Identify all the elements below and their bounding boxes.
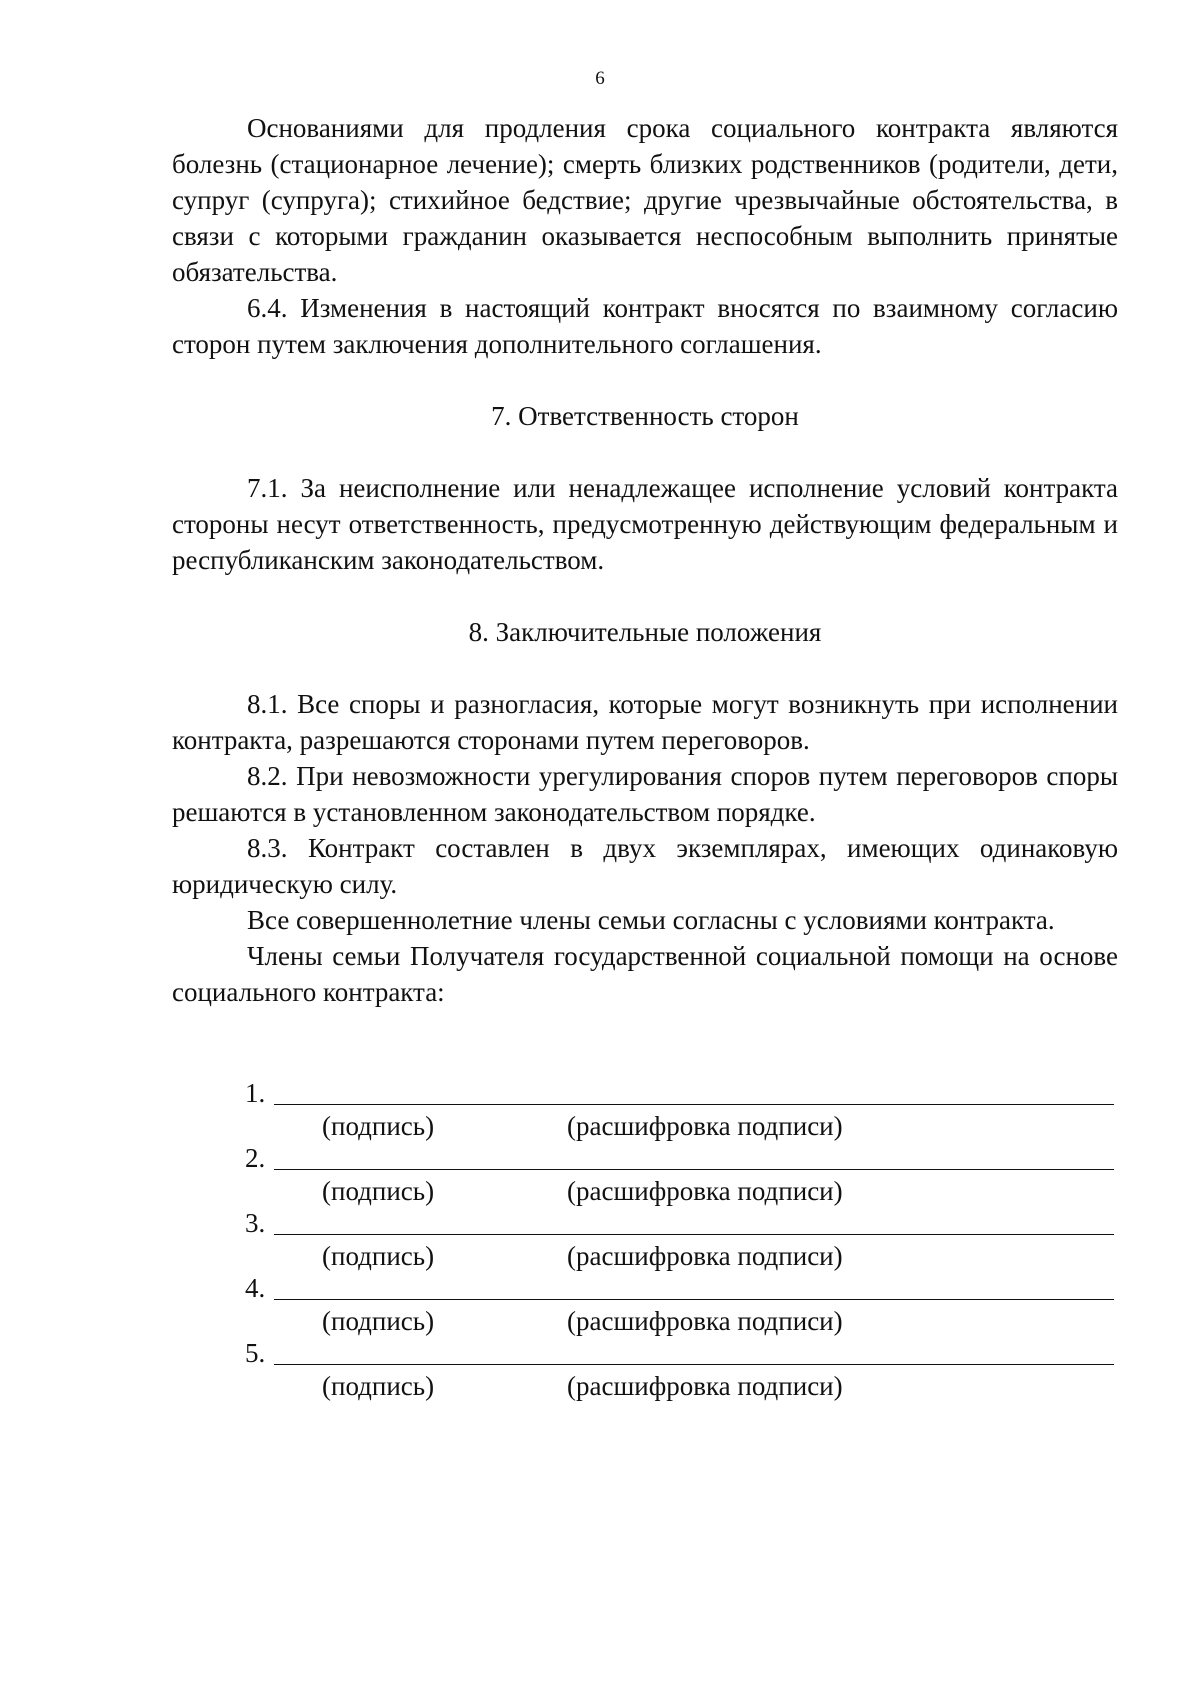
signature-label: (подпись) bbox=[322, 1371, 435, 1401]
signature-line[interactable] bbox=[274, 1364, 1114, 1365]
section-8-heading: 8. Заключительные положения bbox=[468, 617, 822, 647]
signature-line[interactable] bbox=[274, 1169, 1114, 1170]
paragraph-6-4: 6.4. Изменения в настоящий контракт вносятся по взаимному согласию сторон путем заключения дополнительного соглашения. bbox=[172, 293, 1118, 359]
signature-row bbox=[172, 1270, 1118, 1335]
signature-transcript-label: (расшифровка подписи) bbox=[567, 1306, 843, 1336]
signature-transcript-label: (расшифровка подписи) bbox=[567, 1111, 843, 1141]
signature-row-number: 2. bbox=[245, 1143, 266, 1173]
paragraph-8-1: 8.1. Все споры и разногласия, которые могут возникнуть при исполнении контракта, разрешаются сторонами путем переговоров. bbox=[172, 689, 1118, 755]
signature-row bbox=[172, 1335, 1118, 1400]
section-7-heading: 7. Ответственность сторон bbox=[491, 401, 799, 431]
paragraph-family-members: Члены семьи Получателя государственной социальной помощи на основе социального контракта: bbox=[172, 941, 1118, 1007]
signature-row-number: 1. bbox=[245, 1078, 266, 1108]
signature-label: (подпись) bbox=[322, 1176, 435, 1206]
signature-block bbox=[172, 1075, 1118, 1400]
document-body bbox=[172, 110, 1118, 1010]
paragraph-7-1: 7.1. За неисполнение или ненадлежащее исполнение условий контракта стороны несут ответственность, предусмотренную действующим федеральным и республиканским законодательством. bbox=[172, 473, 1118, 575]
paragraph-extension-grounds: Основаниями для продления срока социального контракта являются болезнь (стационарное лечение); смерть близких родственников (родители, дети, супруг (супруга); стихийное бедствие; другие чрезвычайные обстоятельства, в связи с которыми гражданин оказывается неспособным выполнить принятые обязательства. bbox=[172, 113, 1118, 287]
signature-row-number: 4. bbox=[245, 1273, 266, 1303]
signature-row bbox=[172, 1075, 1118, 1140]
signature-row-number: 3. bbox=[245, 1208, 266, 1238]
signature-row bbox=[172, 1205, 1118, 1270]
signature-line[interactable] bbox=[274, 1299, 1114, 1300]
page-number: 6 bbox=[595, 68, 605, 89]
signature-line[interactable] bbox=[274, 1234, 1114, 1235]
paragraph-8-3: 8.3. Контракт составлен в двух экземплярах, имеющих одинаковую юридическую силу. bbox=[172, 833, 1118, 899]
signature-transcript-label: (расшифровка подписи) bbox=[567, 1371, 843, 1401]
signature-label: (подпись) bbox=[322, 1306, 435, 1336]
signature-row-number: 5. bbox=[245, 1338, 266, 1368]
signature-transcript-label: (расшифровка подписи) bbox=[567, 1241, 843, 1271]
signature-label: (подпись) bbox=[322, 1111, 435, 1141]
signature-transcript-label: (расшифровка подписи) bbox=[567, 1176, 843, 1206]
signature-label: (подпись) bbox=[322, 1241, 435, 1271]
signature-line[interactable] bbox=[274, 1104, 1114, 1105]
paragraph-8-2: 8.2. При невозможности урегулирования споров путем переговоров споры решаются в установленном законодательством порядке. bbox=[172, 761, 1118, 827]
paragraph-family-agree: Все совершеннолетние члены семьи согласны с условиями контракта. bbox=[247, 905, 1055, 935]
signature-row bbox=[172, 1140, 1118, 1205]
